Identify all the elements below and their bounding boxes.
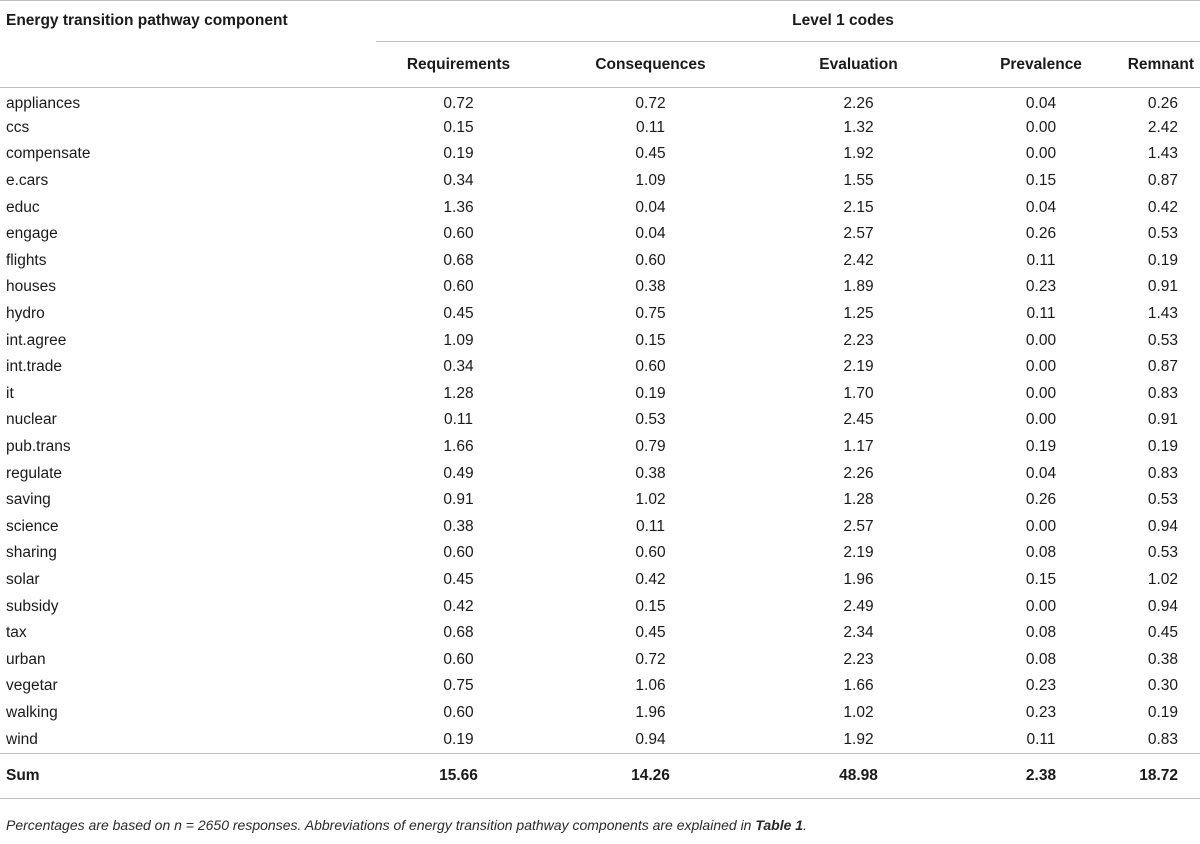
table-cell: 0.19 [1147,703,1179,721]
table-cell: 1.28 [843,491,874,509]
table-cell: 0.94 [1147,517,1179,535]
table-row [0,274,1200,301]
table-cell: 1.02 [635,491,666,509]
table-row [0,514,1200,541]
table-cell: 0.15 [1025,172,1057,190]
table-cell: 0.45 [443,570,474,588]
row-label: it [6,384,14,402]
table-cell: 1.02 [843,703,874,721]
table-row [0,646,1200,673]
table-cell: 0.00 [1025,384,1057,402]
table-row [0,700,1200,727]
sum-row [0,753,1200,798]
header-row-2 [0,42,1200,88]
table-cell: 2.23 [843,331,874,349]
row-label: sharing [6,544,57,562]
table-cell: 0.26 [1147,95,1179,113]
table-row [0,460,1200,487]
table-cell: 2.45 [843,411,874,429]
table-cell: 0.38 [1147,650,1179,668]
table-cell: 1.06 [635,677,666,695]
table-cell: 0.53 [1147,491,1179,509]
table-cell: 0.45 [1147,624,1179,642]
table-cell: 2.42 [843,251,874,269]
table-cell: 1.89 [843,278,874,296]
table-cell: 1.02 [1147,570,1179,588]
table-cell: 0.15 [635,597,666,615]
table-cell: 0.60 [443,703,474,721]
table-row [0,673,1200,700]
table-cell: 0.19 [635,384,666,402]
table-cell: 2.23 [843,650,874,668]
table-cell: 0.38 [635,278,666,296]
sum-cell: 18.72 [1125,753,1200,798]
table-row [0,248,1200,275]
table-cell: 0.91 [1147,411,1179,429]
table-cell: 0.11 [1026,305,1056,323]
row-label: saving [6,491,51,509]
table-cell: 0.00 [1025,145,1057,163]
table-cell: 0.42 [635,570,666,588]
row-label: tax [6,624,27,642]
table-cell: 0.04 [1025,198,1057,216]
table-cell: 1.66 [843,677,874,695]
table-cell: 0.53 [635,411,666,429]
table-cell: 0.60 [443,225,474,243]
table-cell: 0.72 [443,95,474,113]
row-label: int.trade [6,358,63,376]
table-cell: 0.53 [1147,225,1179,243]
table-cell: 1.36 [443,198,474,216]
row-label: vegetar [6,677,58,695]
table-cell: 0.00 [1025,597,1057,615]
table-cell: 1.43 [1147,305,1179,323]
table-cell: 0.00 [1025,358,1057,376]
table-cell: 0.60 [443,650,474,668]
table-cell: 2.19 [843,544,874,562]
row-label: urban [6,650,46,668]
table-cell: 1.09 [635,172,666,190]
table-cell: 1.28 [443,384,474,402]
row-label-header: Energy transition pathway component [0,1,376,42]
row-label: regulate [6,464,63,482]
table-cell: 0.08 [1025,624,1057,642]
table-cell: 0.04 [635,225,666,243]
sum-cell: 15.66 [376,753,541,798]
column-header: Remnant [1125,42,1200,88]
table-cell: 0.60 [443,278,474,296]
table-cell: 0.15 [635,331,666,349]
table-cell: 0.68 [443,251,474,269]
table-cell: 2.49 [843,597,874,615]
row-label: hydro [6,305,45,323]
table-cell: 2.26 [843,464,874,482]
table-cell: 0.19 [443,730,474,748]
caption-table-reference: Table 1 [755,817,804,833]
table-row [0,88,1200,115]
table-row [0,381,1200,408]
table-cell: 0.91 [443,491,474,509]
table-cell: 0.75 [443,677,474,695]
table-cell: 1.32 [843,118,874,136]
table-cell: 2.57 [843,517,874,535]
table-cell: 0.19 [1025,438,1057,456]
table-cell: 0.15 [443,118,474,136]
table-row [0,301,1200,328]
table-cell: 0.87 [1147,172,1179,190]
table-cell: 0.83 [1147,384,1179,402]
table-cell: 1.17 [843,438,874,456]
table-cell: 2.15 [843,198,874,216]
table-row [0,593,1200,620]
table-cell: 0.11 [1026,251,1056,269]
table-cell: 1.43 [1147,145,1179,163]
sum-cell: 48.98 [760,753,957,798]
table-cell: 0.30 [1147,677,1179,695]
table-cell: 0.45 [635,145,666,163]
table-cell: 0.23 [1025,278,1057,296]
table-cell: 1.25 [843,305,874,323]
column-header: Prevalence [957,42,1125,88]
table-cell: 0.04 [635,198,666,216]
table-cell: 0.00 [1025,331,1057,349]
table-cell: 0.08 [1025,544,1057,562]
table-cell: 0.00 [1025,517,1057,535]
table-cell: 0.00 [1025,411,1057,429]
table-cell: 0.19 [443,145,474,163]
row-label: houses [6,278,56,296]
table-cell: 0.91 [1147,278,1179,296]
row-label: wind [6,730,38,748]
table-row [0,354,1200,381]
table-cell: 1.09 [443,331,474,349]
table-cell: 0.11 [635,118,666,136]
table-cell: 0.60 [635,544,666,562]
table-cell: 2.57 [843,225,874,243]
table-cell: 1.92 [843,145,874,163]
table-cell: 0.15 [1025,570,1057,588]
table-cell: 0.11 [1026,730,1056,748]
table-cell: 0.34 [443,172,474,190]
table-row [0,567,1200,594]
table-cell: 0.87 [1147,358,1179,376]
table-cell: 0.72 [635,95,666,113]
row-label: walking [6,703,58,721]
table-cell: 0.23 [1025,677,1057,695]
row-label: science [6,517,59,535]
table-cell: 0.83 [1147,730,1179,748]
column-header: Consequences [541,42,760,88]
table-cell: 0.53 [1147,331,1179,349]
table-cell: 0.11 [635,517,666,535]
row-label: solar [6,570,40,588]
table-cell: 0.68 [443,624,474,642]
table-cell: 0.94 [635,730,666,748]
table-cell: 0.42 [443,597,474,615]
table-cell: 0.38 [443,517,474,535]
table-cell: 0.60 [443,544,474,562]
table-cell: 0.75 [635,305,666,323]
table-row [0,434,1200,461]
caption-text: Percentages are based on n = 2650 responses. Abbreviations of energy transition pathway components are explained in [6,817,752,833]
table-row [0,540,1200,567]
table-cell: 0.53 [1147,544,1179,562]
table-cell: 0.45 [443,305,474,323]
table-row [0,327,1200,354]
table-cell: 0.42 [1147,198,1179,216]
table-cell: 0.04 [1025,95,1057,113]
table-row [0,407,1200,434]
table-row [0,194,1200,221]
table-row [0,726,1200,753]
table-cell: 1.92 [843,730,874,748]
table-cell: 2.26 [843,95,874,113]
table-cell: 0.38 [635,464,666,482]
table-cell: 0.11 [443,411,474,429]
sum-cell: 14.26 [541,753,760,798]
table-row [0,115,1200,142]
table-cell: 0.45 [635,624,666,642]
table-cell: 0.34 [443,358,474,376]
table-cell: 1.70 [843,384,874,402]
row-label: e.cars [6,172,49,190]
row-label: educ [6,198,40,216]
table-cell: 1.96 [843,570,874,588]
row-label: int.agree [6,331,67,349]
table-cell: 1.55 [843,172,874,190]
table-cell: 0.23 [1025,703,1057,721]
table-cell: 0.49 [443,464,474,482]
table-cell: 0.83 [1147,464,1179,482]
table-cell: 1.96 [635,703,666,721]
row-label: engage [6,225,58,243]
table-cell: 2.42 [1147,118,1179,136]
row-label: appliances [6,95,81,113]
table-cell: 2.19 [843,358,874,376]
header-row-1 [0,1,1200,42]
group-header: Level 1 codes [376,1,1200,42]
table-row [0,487,1200,514]
table-cell: 0.94 [1147,597,1179,615]
column-header: Requirements [376,42,541,88]
table-cell: 0.26 [1025,225,1057,243]
sum-label: Sum [0,753,376,798]
table-cell: 0.26 [1025,491,1057,509]
sum-cell: 2.38 [957,753,1125,798]
row-label: nuclear [6,411,57,429]
table-cell: 2.34 [843,624,874,642]
table-cell: 0.19 [1147,438,1179,456]
table-row [0,141,1200,168]
table-caption [6,817,807,833]
table-cell: 0.60 [635,358,666,376]
row-label: ccs [6,118,30,136]
caption-end: . [803,817,807,833]
column-header: Evaluation [760,42,957,88]
table-row [0,221,1200,248]
row-label: flights [6,251,47,269]
table-cell: 0.08 [1025,650,1057,668]
table-cell: 0.72 [635,650,666,668]
table-cell: 0.19 [1147,251,1179,269]
table-cell: 0.04 [1025,464,1057,482]
row-label: subsidy [6,597,59,615]
table-cell: 0.00 [1025,118,1057,136]
row-label: pub.trans [6,438,71,456]
table-cell: 0.79 [635,438,666,456]
table-cell: 1.66 [443,438,474,456]
table-row [0,620,1200,647]
table-row [0,168,1200,195]
table-cell: 0.60 [635,251,666,269]
table-body [0,88,1200,754]
row-label: compensate [6,145,91,163]
